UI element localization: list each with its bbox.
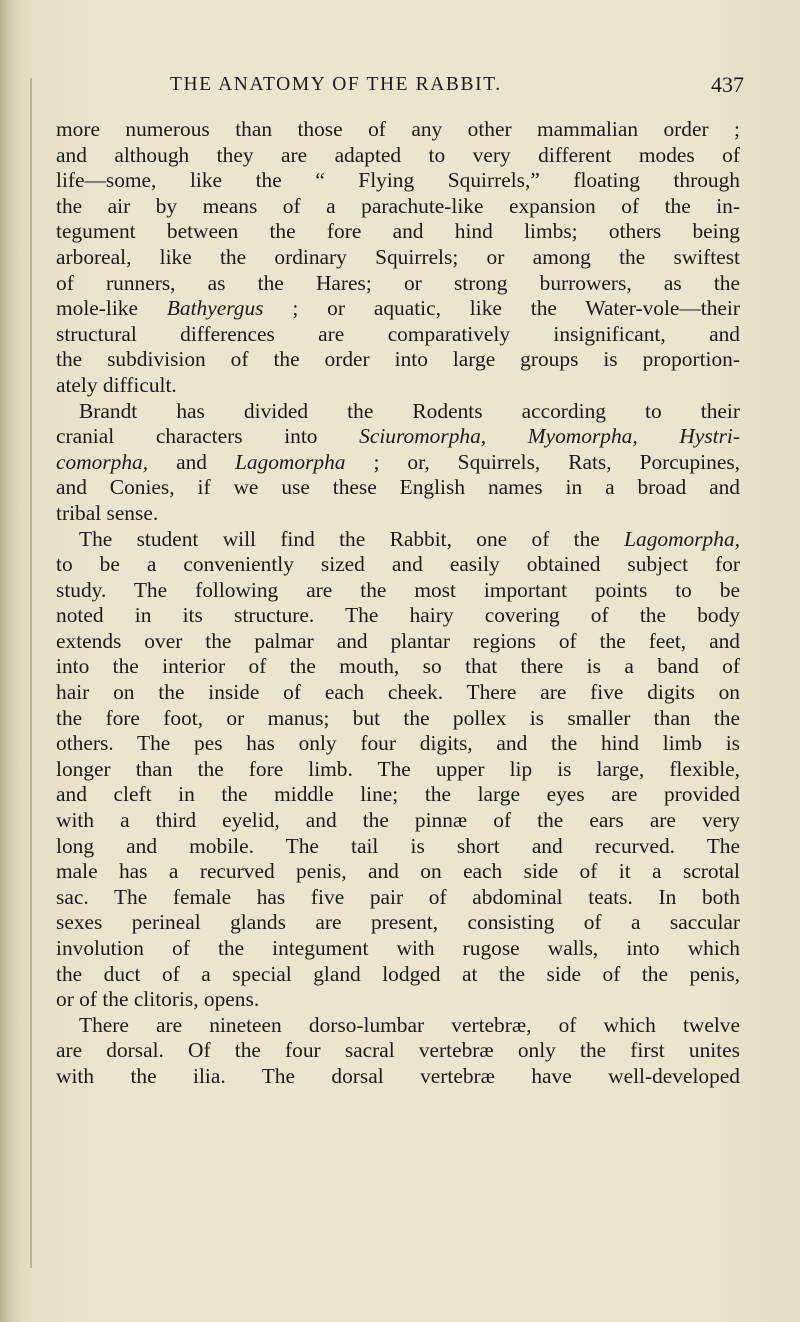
text-line [56, 706, 740, 732]
text-run: with the ilia. The dorsal vertebræ have well-developed [56, 1063, 740, 1088]
text-run: sac. The female has five pair of abdominal teats. In both [56, 884, 740, 909]
text-line [56, 194, 740, 220]
italic-term: Lagomorpha [234, 449, 346, 474]
italic-term: comorpha, [56, 449, 149, 474]
text-line [56, 527, 740, 553]
text-line [56, 1064, 740, 1090]
text-line [56, 475, 740, 501]
text-run: others. The pes has only four digits, and the hind limb is [56, 731, 740, 756]
text-run: tegument between the fore and hind limbs; others being [56, 219, 740, 244]
text-line [56, 603, 740, 629]
text-run: Brandt has divided the Rodents according to their [79, 398, 740, 423]
text-line [56, 296, 740, 322]
binding-gutter-shadow [0, 0, 22, 1322]
text-run: and cleft in the middle line; the large eyes are provided [56, 782, 740, 807]
text-run: tribal sense. [56, 500, 159, 525]
text-run: or of the clitoris, opens. [56, 987, 260, 1012]
text-line [56, 962, 740, 988]
text-line [56, 450, 740, 476]
text-run: mole-like [56, 296, 167, 321]
text-line [56, 910, 740, 936]
text-line [56, 245, 740, 271]
text-run: life—some, like the “ Flying Squirrels,” floating through [56, 168, 740, 193]
text-run: the duct of a special gland lodged at the side of the penis, [56, 961, 740, 986]
text-line [56, 578, 740, 604]
text-line [56, 143, 740, 169]
text-run: noted in its structure. The hairy covering of the body [56, 603, 740, 628]
text-run: There are nineteen dorso-lumbar vertebræ, of which twelve [79, 1012, 740, 1037]
text-line [56, 1038, 740, 1064]
italic-term: Sciuromorpha, Myomorpha, Hystri- [359, 424, 740, 449]
text-run: the fore foot, or manus; but the pollex is smaller than the [56, 705, 740, 730]
text-line [56, 987, 740, 1013]
text-run: involution of the integument with rugose walls, into which [56, 936, 740, 960]
text-line [56, 782, 740, 808]
text-line [56, 219, 740, 245]
text-line [56, 936, 740, 962]
text-run: and although they are adapted to very different modes of [56, 142, 740, 167]
text-run: ; or aquatic, like the Water-vole—their [263, 296, 740, 321]
text-line [56, 859, 740, 885]
text-line [56, 808, 740, 834]
text-line [56, 1013, 740, 1039]
text-line [56, 168, 740, 194]
text-run: with a third eyelid, and the pinnæ of the ears are very [56, 808, 740, 833]
text-line [56, 347, 740, 373]
text-line [56, 322, 740, 348]
text-run: sexes perineal glands are present, consisting of a saccular [56, 910, 740, 935]
page-header [58, 74, 758, 104]
text-line [56, 757, 740, 783]
text-line [56, 501, 740, 527]
text-line [56, 834, 740, 860]
text-line [56, 373, 740, 399]
text-run: The student will find the Rabbit, one of the [79, 526, 625, 551]
body-text [56, 117, 740, 1090]
italic-term: Lagomorpha, [624, 526, 740, 551]
text-run: and [148, 449, 235, 474]
text-run: to be a conveniently sized and easily obtained subject for [56, 552, 740, 577]
text-run: male has a recurved penis, and on each side of it a scrotal [56, 859, 740, 884]
running-head: THE ANATOMY OF THE RABBIT. [170, 74, 502, 95]
text-run: into the interior of the mouth, so that there is a band of [56, 654, 740, 679]
text-run: and Conies, if we use these English names in a broad and [56, 475, 740, 500]
binding-crease [30, 78, 32, 1268]
text-line [56, 271, 740, 297]
text-run: structural differences are comparatively insignificant, and [56, 321, 740, 346]
text-run: long and mobile. The tail is short and recurved. The [56, 833, 740, 858]
text-line [56, 654, 740, 680]
text-run: hair on the inside of each cheek. There are five digits on [56, 680, 740, 705]
text-line [56, 552, 740, 578]
text-line [56, 680, 740, 706]
text-run: ; or, Squirrels, Rats, Porcupines, [345, 449, 740, 474]
text-line [56, 399, 740, 425]
text-run: arboreal, like the ordinary Squirrels; or among the swiftest [56, 244, 740, 269]
text-line [56, 629, 740, 655]
text-run: study. The following are the most important points to be [56, 577, 740, 602]
text-line [56, 117, 740, 143]
text-run: are dorsal. Of the four sacral vertebræ only the first unites [56, 1038, 740, 1063]
text-run: longer than the fore limb. The upper lip is large, flexible, [56, 756, 740, 781]
text-run: the subdivision of the order into large groups is proportion- [56, 347, 740, 372]
text-run: more numerous than those of any other mammalian order ; [56, 117, 740, 141]
page-number: 437 [711, 72, 744, 97]
text-run: extends over the palmar and plantar regions of the feet, and [56, 628, 740, 653]
italic-term: Bathyergus [166, 296, 264, 321]
text-line [56, 424, 740, 450]
text-run: cranial characters into [56, 424, 360, 449]
text-line [56, 731, 740, 757]
text-run: the air by means of a parachute-like expansion of the in- [56, 193, 740, 218]
text-run: ately difficult. [56, 372, 177, 397]
text-line [56, 885, 740, 911]
text-run: of runners, as the Hares; or strong burrowers, as the [56, 270, 740, 295]
